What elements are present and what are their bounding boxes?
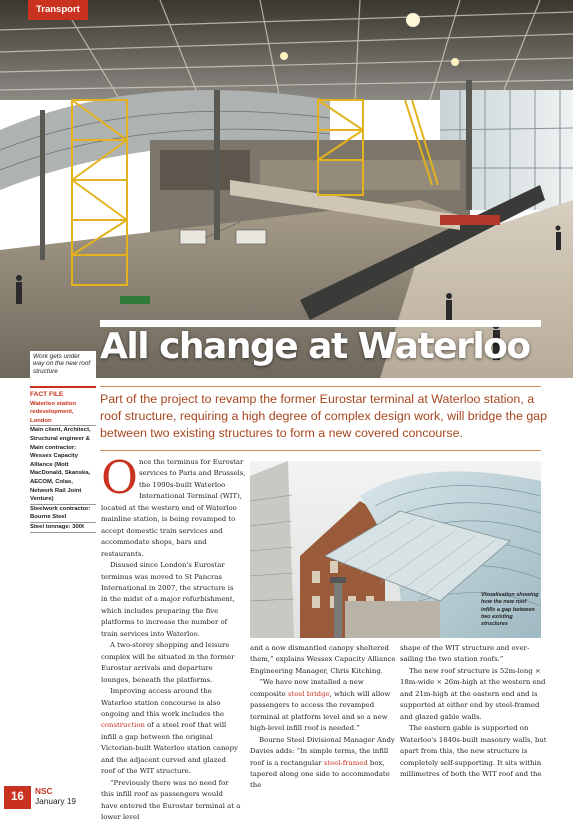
fact-file-project: Waterloo station redevelopment, London xyxy=(30,400,96,427)
body-paragraph: A two-storey shopping and leisure complex will be situated in the former Eurostar arrivals and departure lounges, beneath the platforms. xyxy=(101,641,235,684)
body-paragraph: “Previously there was no need for this infill roof as passengers would have entered the Eurostar terminal at a lower level xyxy=(101,778,241,822)
body-line: nce the terminus for Eurostar xyxy=(139,458,244,466)
body-text: Improving access around the Waterloo station concourse is also ongoing and this work includes the xyxy=(101,687,225,718)
body-text: , which will allow passengers to access the revamped terminal at platform level and so a new high-level infill roof is needed.” xyxy=(250,689,391,733)
body-column-1 xyxy=(101,451,246,824)
standfirst-bottom-rule xyxy=(100,450,541,451)
standfirst-top-rule xyxy=(100,386,541,387)
construction-link[interactable]: construction xyxy=(101,721,145,730)
headline: All change at Waterloo xyxy=(100,326,530,367)
issue-date: January 19 xyxy=(35,796,77,806)
fact-file-row: Main client, Architect, Structural engineer & Main contractor: Wessex Capacity Alliance (Mott MacDonald, Skanska, AECOM, Colas, Network Rail Joint Venture) xyxy=(30,426,96,504)
body-paragraph xyxy=(250,677,396,734)
body-text: box, tapered along one side to accommodate the xyxy=(250,758,390,790)
body-text: “We have now installed a new composite xyxy=(250,678,364,698)
body-column-3 xyxy=(400,643,548,780)
section-tag: Transport xyxy=(28,0,88,20)
body-paragraph: Disused since London's Eurostar terminus was moved to St Pancras International in 2007, the structure is in the midst of a major refurbishment, which includes preparing the five platforms to increase the number of train services into Waterloo. xyxy=(101,561,235,638)
body-paragraph: located at the western end of Waterloo mainline station, is being revamped to accept domestic train services and accommodate shops, bars and restaurants. xyxy=(101,503,237,558)
body-paragraph: The new roof structure is 52m-long × 18m-wide × 26m-high at the western end and 21m-high at the eastern end and is supported at either end by steel-framed and glazed gable walls. xyxy=(400,666,546,721)
steel-bridge-link[interactable]: steel bridge xyxy=(287,689,330,698)
body-line: services to Paris and Brussels, xyxy=(139,469,246,478)
body-paragraph xyxy=(101,686,241,778)
visualisation-caption: Visualisation showing how the new roof infills a gap between two existing structures xyxy=(481,592,539,628)
page-number: 16 xyxy=(4,786,31,809)
steel-framed-link[interactable]: steel-framed xyxy=(323,758,368,767)
body-paragraph: shape of the WIT structure and over-sailing the two station roofs.” xyxy=(400,644,530,664)
fact-file-row: Steel tonnage: 300t xyxy=(30,523,96,533)
body-line: the 1990s-built Waterloo xyxy=(139,480,226,489)
fact-file xyxy=(30,386,96,533)
fact-file-row: Steelwork contractor: Bourne Steel xyxy=(30,505,96,523)
body-text: Bourne Steel Divisional Manager Andy Davies adds: “In simple terms, the infill roof is a rectangular xyxy=(250,735,395,767)
fact-file-title: FACT FILE xyxy=(30,391,64,398)
photo-caption: Work gets under way on the new roof structure xyxy=(30,351,96,378)
body-line: International Terminal (WIT), xyxy=(139,492,242,501)
standfirst: Part of the project to revamp the former Eurostar terminal at Waterloo station, a roof structure, requiring a high degree of complex design work, will bridge the gap between two existing structures to form a new covered concourse. xyxy=(100,392,547,440)
magazine-name: NSC xyxy=(35,786,53,796)
body-paragraph xyxy=(250,735,396,792)
body-column-2 xyxy=(250,643,396,792)
body-text: of a steel roof that will infill a gap between the original Victorian-built Waterloo station canopy and the adjacent curved and glazed roof of the WIT structure. xyxy=(101,721,238,776)
body-paragraph: The eastern gable is supported on Waterloo's 1840s-built masonry walls, but apart from this, the new structure is completely self-supporting. It sits within millimetres of both the WIT roof and the xyxy=(400,724,547,778)
body-paragraph: and a now dismantled canopy sheltered them,” explains Wessex Capacity Alliance Engineering Manager, Chris Kitching. xyxy=(250,644,396,675)
drop-cap: O xyxy=(101,451,138,504)
